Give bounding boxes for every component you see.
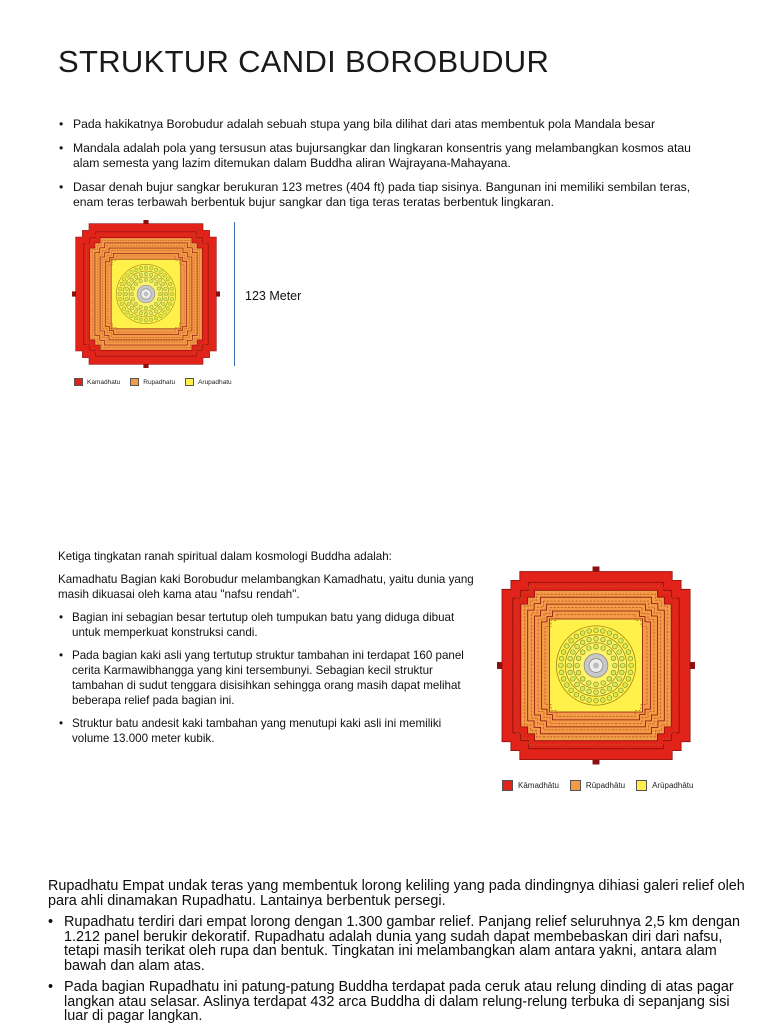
intro-bullet-list <box>59 117 709 219</box>
rupadhatu-bullet-list <box>48 915 748 1024</box>
legend-swatch-arupadhatu <box>185 378 194 386</box>
intro-bullet: • Dasar denah bujur sangkar berukuran 123 metres (404 ft) pada tiap sisinya. Bangunan ini memiliki sembilan teras, enam teras terbawah berbentuk bujur sangkar dan tiga teras teratas berbentuk lingkaran. <box>59 180 709 211</box>
intro-bullet: • Mandala adalah pola yang tersusun atas bujursangkar dan lingkaran konsentris yang melambangkan kosmos atau alam semesta yang lazim ditemukan dalam Buddha aliran Wajrayana-Mahayana. <box>59 141 709 172</box>
intro-bullet: • Pada hakikatnya Borobudur adalah sebuah stupa yang bila dilihat dari atas membentuk pola Mandala besar <box>59 117 709 133</box>
legend-swatch-arupadhatu <box>636 780 647 791</box>
legend-label-kamadhatu: Kāmadhātu <box>518 781 559 790</box>
legend-label-rupadhatu: Rupadhatu <box>143 378 176 386</box>
legend-large <box>502 780 693 791</box>
mandala-plan-small <box>70 220 222 368</box>
legend-swatch-rupadhatu <box>130 378 139 386</box>
legend-label-rupadhatu: Rūpadhātu <box>585 781 626 790</box>
rupadhatu-section <box>48 879 748 1031</box>
legend-label-arupadhatu: Arūpadhātu <box>652 781 694 790</box>
kamadhatu-bullet-list <box>58 610 478 746</box>
legend-swatch-rupadhatu <box>570 780 581 791</box>
mandala-plan-large <box>497 566 695 765</box>
kamadhatu-bullet: • Pada bagian kaki asli yang tertutup struktur tambahan ini terdapat 160 panel cerita Karmawibhangga yang kini tersembunyi. Sebagian kecil struktur tambahan di sudut tenggara disisihkan sehingga orang masih dapat melihat beberapa relief pada bagian ini. <box>58 648 478 708</box>
kamadhatu-bullet: • Bagian ini sebagian besar tertutup oleh tumpukan batu yang diduga dibuat untuk memperkuat konstruksi candi. <box>58 610 478 640</box>
rupadhatu-bullet: • Pada bagian Rupadhatu ini patung-patung Buddha terdapat pada ceruk atau relung dinding di atas pagar langkan atau selasar. Aslinya terdapat 432 arca Buddha di dalam relung-relung terbuka di sepanjang sisi luar di pagar langkan. <box>48 980 748 1024</box>
legend-swatch-kamadhatu <box>502 780 513 791</box>
page-title: STRUKTUR CANDI BOROBUDUR <box>58 44 550 79</box>
kamadhatu-section <box>58 549 478 754</box>
legend-small <box>74 378 232 386</box>
kamadhatu-intro: Kamadhatu Bagian kaki Borobudur melambangkan Kamadhatu, yaitu dunia yang masih dikuasai oleh kama atau "nafsu rendah". <box>58 573 474 601</box>
legend-swatch-kamadhatu <box>74 378 83 386</box>
dimension-label: 123 Meter <box>245 289 302 303</box>
section-heading: Ketiga tingkatan ranah spiritual dalam kosmologi Buddha adalah: <box>58 550 392 563</box>
rupadhatu-bullet: • Rupadhatu terdiri dari empat lorong dengan 1.300 gambar relief. Panjang relief seluruhnya 2,5 km dengan 1.212 panel berukir dekoratif. Rupadhatu adalah dunia yang sudah dapat membebaskan diri dari nafsu, tetapi masih terikat oleh rupa dan bentuk. Tingkatan ini melambangkan alam antara yakni, antara alam bawah dan alam atas. <box>48 915 748 973</box>
legend-label-kamadhatu: Kamadhatu <box>87 378 121 386</box>
legend-label-arupadhatu: Arupadhatu <box>198 378 232 386</box>
dimension-line <box>234 222 235 366</box>
kamadhatu-bullet: • Struktur batu andesit kaki tambahan yang menutupi kaki asli ini memiliki volume 13.000 meter kubik. <box>58 716 478 746</box>
rupadhatu-intro: Rupadhatu Empat undak teras yang membentuk lorong keliling yang pada dindingnya dihiasi galeri relief oleh para ahli dinamakan Rupadhatu. Lantainya berbentuk persegi. <box>48 878 745 909</box>
